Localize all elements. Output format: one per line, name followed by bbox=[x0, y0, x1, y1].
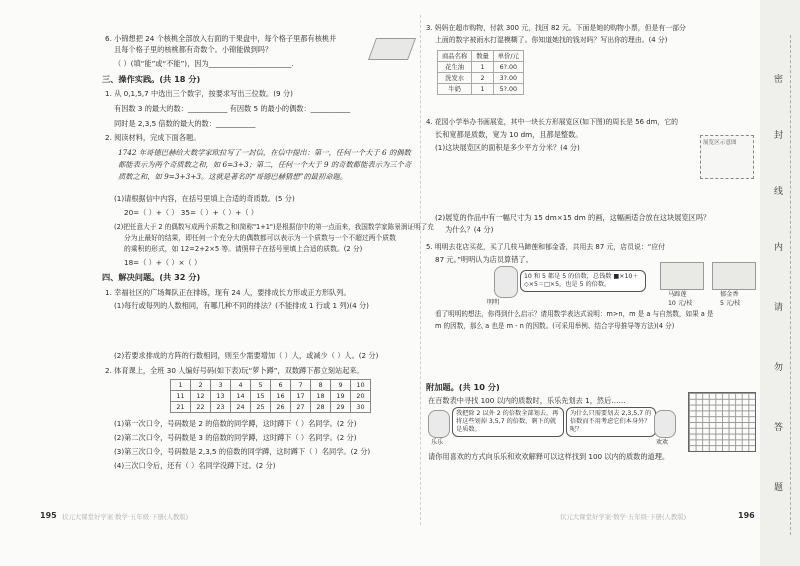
page-number-left: 195 bbox=[40, 511, 57, 520]
number-cell: 3 bbox=[211, 380, 231, 391]
receipt-cell: 6?.00 bbox=[493, 62, 523, 73]
number-cell: 26 bbox=[271, 402, 291, 413]
p2-line1: 2. 体育课上，全班 30 人编好号码(如下表)玩“萝卜蹲”，双数蹲下都立刻站起来。 bbox=[105, 366, 364, 375]
huanhuan-illustration bbox=[654, 410, 676, 438]
number-cell: 11 bbox=[171, 391, 191, 402]
number-cell: 27 bbox=[291, 402, 311, 413]
p1-line1: 1. 幸福社区的广场舞队正在排练，现有 24 人，要排成长方形或正方形队列。 bbox=[105, 288, 351, 297]
seal-dashed-line bbox=[790, 35, 792, 535]
calla-lily-figure bbox=[660, 262, 704, 290]
number-cell: 18 bbox=[311, 391, 331, 402]
receipt-header-cell: 单价/元 bbox=[493, 51, 523, 62]
p5-line1: 5. 明明去花店买花，买了几枝马蹄莲和郁金香，共用去 87 元，店员说：“应付 bbox=[426, 243, 666, 251]
bonus-line2: 请你用喜欢的方式向乐乐和欢欢解释可以这样找到 100 以内的质数的道理。 bbox=[428, 452, 670, 461]
tulip-figure bbox=[712, 262, 756, 290]
bonus-line1: 在百数表中寻找 100 以内的质数时，乐乐先划去 1，然后…… bbox=[428, 396, 626, 405]
seal-char-3: 线 bbox=[774, 187, 784, 197]
q2-sub1: (1)请根据信中内容，在括号里填上合适的奇质数。(5 分) bbox=[114, 194, 295, 203]
number-cell: 10 bbox=[351, 380, 371, 391]
p1-sub2: (2)若要求排成的方阵的行数相同，则至少需要增加（ ）人，或减少（ ）人。(2 分) bbox=[114, 351, 379, 360]
number-cell: 8 bbox=[311, 380, 331, 391]
number-cell: 16 bbox=[271, 391, 291, 402]
receipt-cell: 2 bbox=[472, 73, 494, 84]
number-table-row bbox=[171, 391, 371, 402]
boy-label: 明明 bbox=[487, 299, 500, 306]
q2-sub2-line3: 的乘积的形式，如 12=2+2×5 等。请照样子在括号里填上合适的质数。(2 分) bbox=[124, 245, 363, 253]
seal-char-7: 答 bbox=[774, 423, 784, 433]
p4-sub2-line2: 为什么？(4 分) bbox=[445, 225, 494, 234]
huanhuan-speech-bubble: 为什么只需要划去 2,3,5,7 的倍数而不用考虑它们本身外？呢？ bbox=[566, 407, 656, 437]
q2-sub2-line1: (2)把任意大于 2 的偶数写成两个质数之和(简称"1+1")是根据信中的第一点而来，我国数学家陈景润证明了充 bbox=[114, 223, 434, 231]
number-cell: 6 bbox=[271, 380, 291, 391]
number-table-row bbox=[171, 380, 371, 391]
exhibition-area-label: 展览区示意图 bbox=[703, 140, 737, 146]
number-cell: 20 bbox=[351, 391, 371, 402]
receipt-row bbox=[438, 73, 524, 84]
q6-line2: 且每个格子里的核桃都有奇数个。小锦能做到吗？ bbox=[114, 45, 273, 54]
number-cell: 19 bbox=[331, 391, 351, 402]
receipt-table bbox=[437, 50, 524, 95]
q2-sub2-equation: 18=（ ）+（ ）×（ ） bbox=[124, 258, 202, 267]
q6-line3: （ ）(填“能”或“不能”)，因为_______________________. bbox=[114, 59, 294, 68]
number-cell: 1 bbox=[171, 380, 191, 391]
footer-right: 状元大课堂好学案·数学·五年级·下册(人教版) bbox=[560, 513, 687, 521]
hundred-chart-grid bbox=[688, 392, 756, 452]
section-4-title: 四、解决问题。(共 32 分) bbox=[102, 272, 201, 282]
lele-speech-bubble: 我把除 2 以外 2 的倍数全部划去，再将这些划掉 3,5,7 的倍数，剩下的就是质数。 bbox=[452, 407, 564, 437]
page-number-right: 196 bbox=[738, 511, 755, 520]
number-cell: 14 bbox=[231, 391, 251, 402]
p4-sub2-line1: (2)展览的作品中有一幅尺寸为 15 dm×15 dm 的画，这幅画适合放在这块展览区吗？ bbox=[435, 213, 711, 222]
q1-line1: 1. 从 0,1,5,7 中选出三个数字，按要求写出三位数。(9 分) bbox=[105, 89, 293, 98]
lele-illustration bbox=[428, 410, 450, 438]
q2-sub2-line2: 分为止最好的结果，即任何一个充分大的偶数都可以表示为一个质数与一个不超过两个质数 bbox=[124, 234, 396, 242]
number-cell: 23 bbox=[211, 402, 231, 413]
seal-char-4: 内 bbox=[774, 243, 784, 253]
goldbach-quote: 1742 年哥德巴赫给大数学家欧拉写了一封信，在信中提出：第一，任何一个大于 6 的偶数都能表示为两个奇质数之和，如 6=3+3；第二，任何一个大于 9 的奇数都能表示为三个奇质数之和，如 9=3+3+3。这就是著名的“哥德巴赫猜想”的最初命题。 bbox=[118, 148, 412, 181]
number-cell: 28 bbox=[311, 402, 331, 413]
p2-sub3: (3)第三次口令，号码数是 2,3,5 的倍数的同学蹲，这时蹲下（ ）名同学。(2 分) bbox=[114, 447, 371, 456]
bonus-title: 附加题。(共 10 分) bbox=[426, 382, 500, 392]
huanhuan-label: 欢欢 bbox=[656, 439, 669, 446]
p3-line1: 3. 妈妈在超市购物，付款 300 元，找回 82 元。下面是她的购物小票，但是有一部分 bbox=[426, 24, 686, 32]
number-cell: 5 bbox=[251, 380, 271, 391]
flower2-price: 5 元/枝 bbox=[720, 300, 741, 307]
flower1-price: 10 元/枝 bbox=[668, 300, 693, 307]
boy-illustration bbox=[494, 266, 518, 298]
number-cell: 12 bbox=[191, 391, 211, 402]
mingming-thought-bubble: 10 和 5 都是 5 的倍数，总钱数 ■×10＋◇×5＝□×5，也是 5 的倍数。 bbox=[520, 270, 646, 292]
number-cell: 24 bbox=[231, 402, 251, 413]
binding-margin-strip bbox=[760, 0, 800, 566]
receipt-cell: 洗发水 bbox=[438, 73, 472, 84]
section-3-title: 三、操作实践。(共 18 分) bbox=[102, 74, 201, 84]
number-cell: 29 bbox=[331, 402, 351, 413]
number-cell: 25 bbox=[251, 402, 271, 413]
center-fold bbox=[420, 15, 422, 525]
receipt-header-cell: 数量 bbox=[472, 51, 494, 62]
number-cell: 9 bbox=[331, 380, 351, 391]
p1-sub1: (1)每行或每列的人数相同，有哪几种不同的排法？(不能排成 1 行或 1 列)(4 分) bbox=[114, 301, 369, 310]
receipt-row bbox=[438, 84, 524, 95]
q2-sub1-equations: 20=（ ）+（ ） 35=（ ）+（ ）+（ ） bbox=[124, 208, 258, 217]
q1-line3: 同时是 2,3,5 倍数的最大的数：___________ bbox=[114, 119, 256, 128]
nut-tray-figure bbox=[368, 38, 416, 60]
number-cell: 22 bbox=[191, 402, 211, 413]
footer-left: 状元大课堂好学案·数学·五年级·下册(人教版) bbox=[62, 513, 189, 521]
receipt-cell: 牛奶 bbox=[438, 84, 472, 95]
p5-line2: 87 元。”明明认为店员算错了。 bbox=[435, 255, 533, 264]
number-cell: 4 bbox=[231, 380, 251, 391]
receipt-cell: 5?.00 bbox=[493, 84, 523, 95]
p4-line2: 长和宽都是质数，宽为 10 dm，且都是整数。 bbox=[435, 130, 583, 139]
p2-sub4: (4)三次口令后，还有（ ）名同学没蹲下过。(2 分) bbox=[114, 461, 276, 470]
flower2-name: 郁金香 bbox=[720, 291, 739, 298]
flower1-name: 马蹄莲 bbox=[668, 291, 687, 298]
receipt-cell: 1 bbox=[472, 84, 494, 95]
seal-char-2: 封 bbox=[774, 131, 784, 141]
p5-line4: m 的因数，那么 a 也是 m - n 的因数。(可采用举例、结合字母推导等方法)(4 分) bbox=[435, 322, 675, 330]
number-cell: 2 bbox=[191, 380, 211, 391]
number-cell: 17 bbox=[291, 391, 311, 402]
receipt-header-cell: 商品名称 bbox=[438, 51, 472, 62]
number-cell: 13 bbox=[211, 391, 231, 402]
exhibition-area-figure bbox=[700, 135, 754, 179]
q6-line1: 6. 小锦想把 24 个核桃全部放入右面的干果盘中，每个格子里都有核桃并 bbox=[105, 34, 337, 43]
number-table bbox=[170, 379, 371, 413]
p2-sub2: (2)第二次口令，号码数是 3 的倍数的同学蹲，这时蹲下（ ）名同学。(2 分) bbox=[114, 433, 357, 442]
receipt-cell: 花生油 bbox=[438, 62, 472, 73]
p4-sub1: (1)这块展览区的面积是多少平方分米？(4 分) bbox=[435, 143, 580, 152]
seal-char-8: 题 bbox=[774, 483, 784, 493]
p4-line1: 4. 花园小学举办书画展览，其中一块长方形展览区(如下图)的周长是 56 dm，它的 bbox=[426, 118, 678, 126]
seal-char-6: 勿 bbox=[774, 363, 784, 373]
number-cell: 7 bbox=[291, 380, 311, 391]
receipt-row bbox=[438, 62, 524, 73]
p5-line3: 看了明明的想法，你得到什么启示？请用数学表达式说明：m>n，m 是 a 与自然数，如果 a 是 bbox=[435, 310, 714, 318]
receipt-cell: 3?.00 bbox=[493, 73, 523, 84]
number-cell: 30 bbox=[351, 402, 371, 413]
seal-char-1: 密 bbox=[774, 75, 784, 85]
q1-line2: 有因数 3 的最大的数：___________ 有因数 5 的最小的偶数：___________ bbox=[114, 104, 351, 113]
p2-sub1: (1)第一次口令，号码数是 2 的倍数的同学蹲，这时蹲下（ ）名同学。(2 分) bbox=[114, 419, 357, 428]
lele-label: 乐乐 bbox=[431, 439, 444, 446]
q2-line1: 2. 阅读材料，完成下面各题。 bbox=[105, 133, 201, 142]
receipt-cell: 1 bbox=[472, 62, 494, 73]
number-cell: 15 bbox=[251, 391, 271, 402]
p3-line2: 上面的数字被雨水打湿模糊了。你知道她找的钱对吗？写出你的理由。(4 分) bbox=[435, 36, 668, 44]
number-cell: 21 bbox=[171, 402, 191, 413]
seal-char-5: 请 bbox=[774, 303, 784, 313]
number-table-row bbox=[171, 402, 371, 413]
